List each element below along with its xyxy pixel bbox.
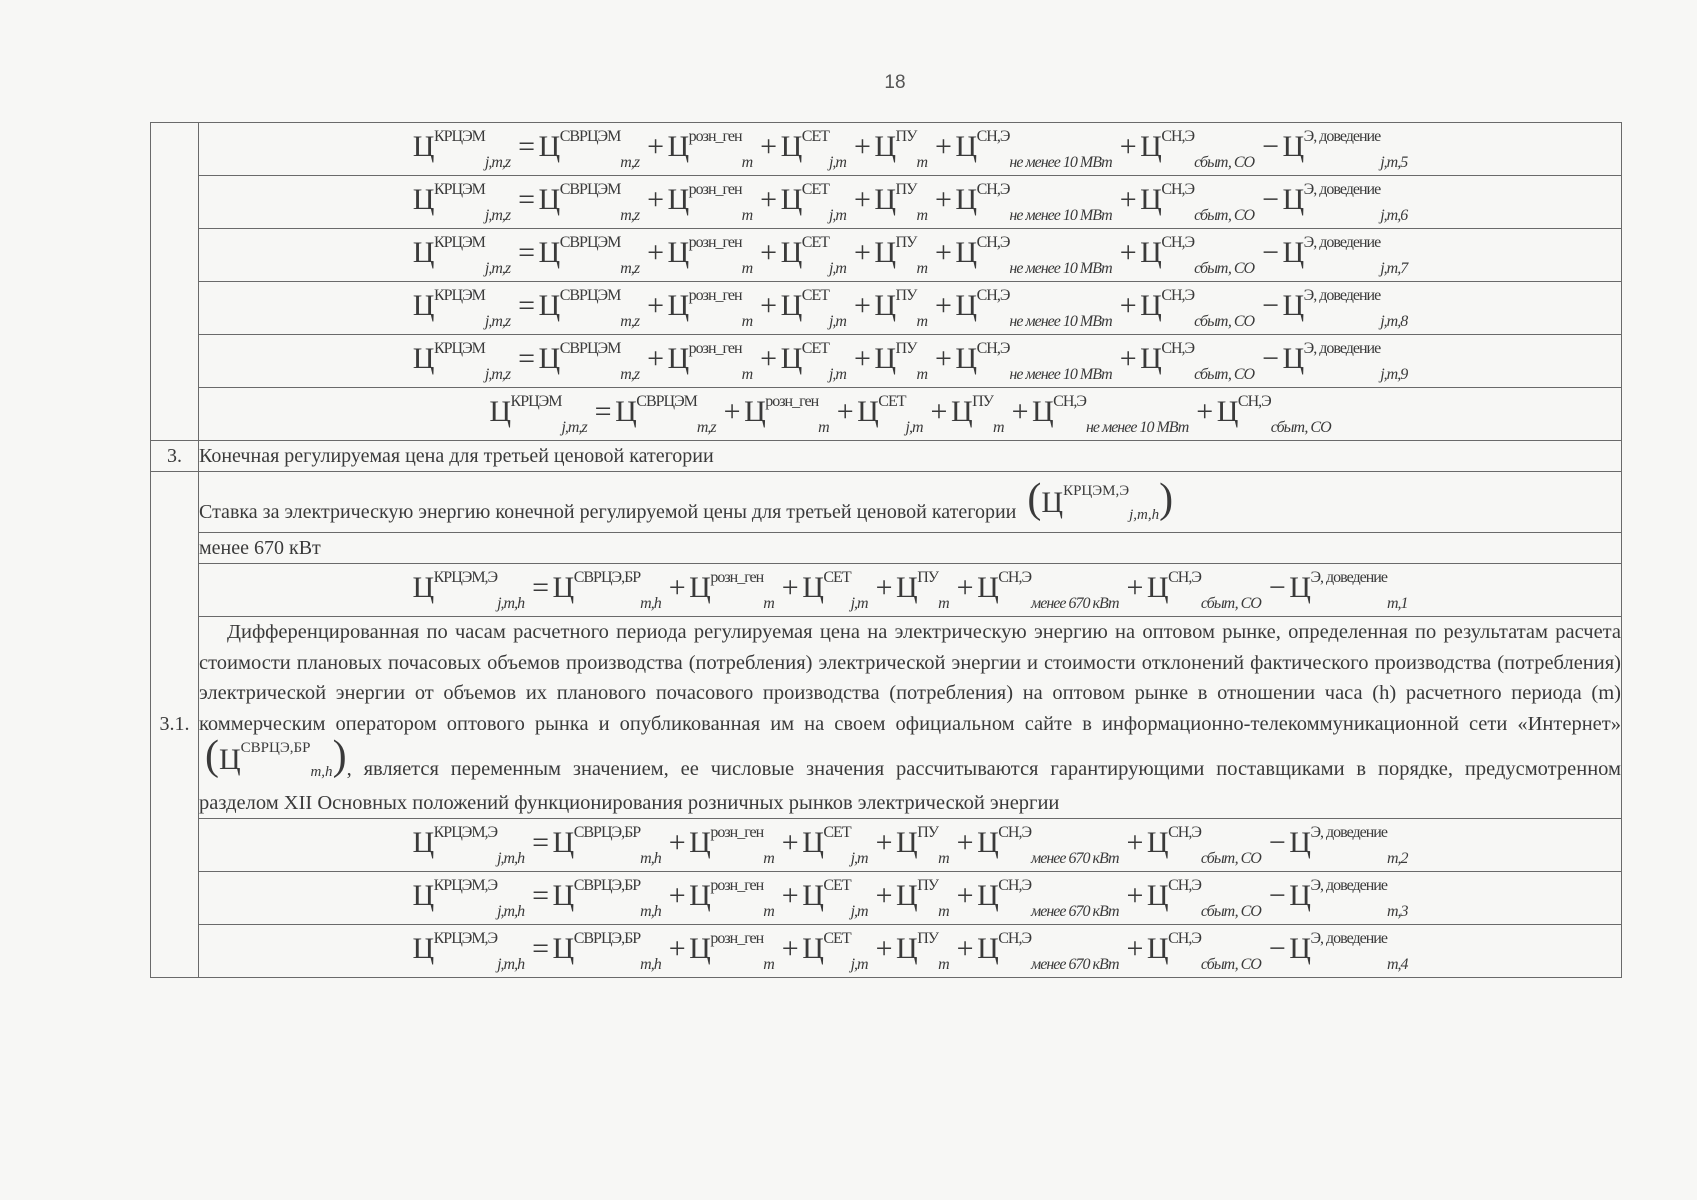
term-network: $Ц^{СЕТ}_{j,m}$	[780, 340, 846, 383]
formula-lhs: $Ц^{КРЦЭМ}_{j,m,z}$	[412, 128, 511, 171]
term-retail-gen: $Ц^{розн\_ген}_m$	[689, 930, 774, 973]
formula: $Ц^{КРЦЭМ}_{j,m,z} = Ц^{СВРЦЭМ}_{m,z} + Ц^{розн\_ген}_m + Ц^{СЕТ}_{j,m} + Ц^{ПУ}_m + Ц^{СН,Э}_{не менее 10 МВт} + Ц^{СН,Э}_{сбыт, СО}$	[489, 393, 1331, 436]
formula-lhs: $Ц^{КРЦЭМ,Э}_{j,m,h}$	[412, 930, 525, 973]
term-wholesale: $Ц^{СВРЦЭ,БР}_{m,h}$	[552, 930, 661, 973]
term-adjustment: $Ц^{Э, доведение}_{m,4}$	[1289, 930, 1408, 973]
term-wholesale: $Ц^{СВРЦЭМ}_{m,z}$	[538, 340, 640, 383]
term-network: $Ц^{СЕТ}_{j,m}$	[857, 393, 923, 436]
term-metering: $Ц^{ПУ}_m$	[874, 287, 927, 330]
term-supplier-allowance: $Ц^{СН,Э}_{менее 670 кВт}$	[977, 877, 1119, 920]
term-adjustment: $Ц^{Э, доведение}_{m,1}$	[1289, 569, 1408, 612]
term-retail-gen: $Ц^{розн\_ген}_m$	[667, 128, 753, 171]
term-sales-other: $Ц^{СН,Э}_{сбыт, СО}$	[1140, 340, 1255, 383]
formula-lhs: $Ц^{КРЦЭМ}_{j,m,z}$	[489, 393, 587, 436]
table-row	[151, 564, 1622, 617]
formula-cell	[199, 925, 1622, 978]
term-wholesale: $Ц^{СВРЦЭ,БР}_{m,h}$	[552, 877, 661, 920]
section-number: 3.1.	[151, 472, 199, 978]
table-row	[151, 335, 1622, 388]
formula-lhs: $Ц^{КРЦЭМ}_{j,m,z}$	[412, 234, 511, 277]
section-number: 3.	[151, 441, 199, 472]
term-supplier-allowance: $Ц^{СН,Э}_{не менее 10 МВт}$	[955, 234, 1112, 277]
row-number-cell	[151, 123, 199, 441]
term-adjustment: $Ц^{Э, доведение}_{m,3}$	[1289, 877, 1408, 920]
term-retail-gen: $Ц^{розн\_ген}_m$	[689, 824, 774, 867]
term-metering: $Ц^{ПУ}_m$	[950, 393, 1004, 436]
term-wholesale: $Ц^{СВРЦЭМ}_{m,z}$	[538, 128, 640, 171]
term-retail-gen: $Ц^{розн\_ген}_m$	[667, 234, 753, 277]
term-supplier-allowance: $Ц^{СН,Э}_{не менее 10 МВт}$	[955, 181, 1112, 224]
formula-cell	[199, 872, 1622, 925]
formula-cell	[199, 335, 1622, 388]
definition-paragraph: Дифференцированная по часам расчетного периода регулируемая цена на электрическую энергию на оптовом рынке, определенная по результатам расчета стоимости плановых почасовых объемов производства (потребления) электрической энергии и стоимости отклонений фактического производства (потребления) электрической энергии от объемов их планового почасового производства (потребления) на оптовом рынке в отношении часа (h) расчетного периода (m) коммерческим оператором оптового рынка и опубликованная им на своем официальном сайте в информационно-телекоммуникационной сети «Интернет» $(Ц^{СВРЦЭ,БР}_{m,h})$, является переменным значением, ее числовые значения рассчитываются гарантирующими поставщиками в порядке, предусмотренном разделом XII Основных положений функционирования розничных рынков электрической энергии	[199, 617, 1622, 819]
term-metering: $Ц^{ПУ}_m$	[896, 930, 949, 973]
term-network: $Ц^{СЕТ}_{j,m}$	[780, 181, 846, 224]
term-network: $Ц^{СЕТ}_{j,m}$	[780, 234, 846, 277]
term-wholesale: $Ц^{СВРЦЭМ}_{m,z}$	[615, 393, 716, 436]
term-network: $Ц^{СЕТ}_{j,m}$	[802, 877, 868, 920]
term-network: $Ц^{СЕТ}_{j,m}$	[802, 569, 868, 612]
subsection-title: менее 670 кВт	[199, 533, 1622, 564]
term-retail-gen: $Ц^{розн\_ген}_m$	[667, 181, 753, 224]
formula-cell	[199, 176, 1622, 229]
term-retail-gen: $Ц^{розн\_ген}_m$	[689, 877, 774, 920]
formula: $Ц^{КРЦЭМ,Э}_{j,m,h} = Ц^{СВРЦЭ,БР}_{m,h} + Ц^{розн\_ген}_m + Ц^{СЕТ}_{j,m} + Ц^{ПУ}_m + Ц^{СН,Э}_{менее 670 кВт} + Ц^{СН,Э}_{сбыт, СО} - Ц^{Э, доведение}_{m,1}$	[412, 569, 1408, 612]
term-adjustment: $Ц^{Э, доведение}_{j,m,7}$	[1282, 234, 1408, 277]
table-row	[151, 229, 1622, 282]
term-supplier-allowance: $Ц^{СН,Э}_{менее 670 кВт}$	[977, 569, 1119, 612]
table-row	[151, 819, 1622, 872]
term-supplier-allowance: $Ц^{СН,Э}_{не менее 10 МВт}$	[955, 340, 1112, 383]
term-network: $Ц^{СЕТ}_{j,m}$	[802, 824, 868, 867]
formula-lhs: $Ц^{КРЦЭМ,Э}_{j,m,h}$	[412, 824, 525, 867]
table-row	[151, 282, 1622, 335]
term-metering: $Ц^{ПУ}_m$	[874, 234, 927, 277]
term-adjustment: $Ц^{Э, доведение}_{j,m,8}$	[1282, 287, 1408, 330]
formula-lhs: $Ц^{КРЦЭМ}_{j,m,z}$	[412, 287, 511, 330]
formula-cell	[199, 123, 1622, 176]
term-adjustment: $Ц^{Э, доведение}_{j,m,6}$	[1282, 181, 1408, 224]
table-row	[151, 925, 1622, 978]
term-supplier-allowance: $Ц^{СН,Э}_{не менее 10 МВт}$	[1031, 393, 1189, 436]
formula: $Ц^{КРЦЭМ}_{j,m,z} = Ц^{СВРЦЭМ}_{m,z} + Ц^{розн\_ген}_m + Ц^{СЕТ}_{j,m} + Ц^{ПУ}_m + Ц^{СН,Э}_{не менее 10 МВт} + Ц^{СН,Э}_{сбыт, СО} - Ц^{Э, доведение}_{j,m,6}$	[412, 181, 1408, 224]
formula-cell	[199, 564, 1622, 617]
term-retail-gen: $Ц^{розн\_ген}_m$	[689, 569, 774, 612]
table-row	[151, 441, 1622, 472]
term-metering: $Ц^{ПУ}_m$	[896, 824, 949, 867]
table-row	[151, 123, 1622, 176]
term-network: $Ц^{СЕТ}_{j,m}$	[780, 128, 846, 171]
term-metering: $Ц^{ПУ}_m$	[874, 340, 927, 383]
formula: $Ц^{КРЦЭМ,Э}_{j,m,h} = Ц^{СВРЦЭ,БР}_{m,h} + Ц^{розн\_ген}_m + Ц^{СЕТ}_{j,m} + Ц^{ПУ}_m + Ц^{СН,Э}_{менее 670 кВт} + Ц^{СН,Э}_{сбыт, СО} - Ц^{Э, доведение}_{m,2}$	[412, 824, 1408, 867]
term-metering: $Ц^{ПУ}_m$	[874, 128, 927, 171]
table-row	[151, 533, 1622, 564]
formula-lhs: $Ц^{КРЦЭМ}_{j,m,z}$	[412, 181, 511, 224]
page-number: 18	[884, 72, 906, 93]
term-wholesale: $Ц^{СВРЦЭ,БР}_{m,h}$	[552, 824, 661, 867]
formula: $Ц^{КРЦЭМ}_{j,m,z} = Ц^{СВРЦЭМ}_{m,z} + Ц^{розн\_ген}_m + Ц^{СЕТ}_{j,m} + Ц^{ПУ}_m + Ц^{СН,Э}_{не менее 10 МВт} + Ц^{СН,Э}_{сбыт, СО} - Ц^{Э, доведение}_{j,m,9}$	[412, 340, 1408, 383]
term-wholesale: $Ц^{СВРЦЭМ}_{m,z}$	[538, 234, 640, 277]
price-symbol: $(Ц^{СВРЦЭ,БР}_{m,h})$	[205, 733, 347, 780]
formula-lhs: $Ц^{КРЦЭМ,Э}_{j,m,h}$	[412, 877, 525, 920]
term-wholesale: $Ц^{СВРЦЭ,БР}_{m,h}$	[552, 569, 661, 612]
formula: $Ц^{КРЦЭМ,Э}_{j,m,h} = Ц^{СВРЦЭ,БР}_{m,h} + Ц^{розн\_ген}_m + Ц^{СЕТ}_{j,m} + Ц^{ПУ}_m + Ц^{СН,Э}_{менее 670 кВт} + Ц^{СН,Э}_{сбыт, СО} - Ц^{Э, доведение}_{m,3}$	[412, 877, 1408, 920]
table-row	[151, 472, 1622, 533]
table-row	[151, 872, 1622, 925]
term-adjustment: $Ц^{Э, доведение}_{j,m,9}$	[1282, 340, 1408, 383]
term-sales-other: $Ц^{СН,Э}_{сбыт, СО}$	[1216, 393, 1331, 436]
term-sales-other: $Ц^{СН,Э}_{сбыт, СО}$	[1146, 569, 1261, 612]
table-row	[151, 176, 1622, 229]
term-wholesale: $Ц^{СВРЦЭМ}_{m,z}$	[538, 181, 640, 224]
term-supplier-allowance: $Ц^{СН,Э}_{менее 670 кВт}$	[977, 824, 1119, 867]
table-row	[151, 388, 1622, 441]
document-table	[150, 122, 1622, 978]
formula: $Ц^{КРЦЭМ}_{j,m,z} = Ц^{СВРЦЭМ}_{m,z} + Ц^{розн\_ген}_m + Ц^{СЕТ}_{j,m} + Ц^{ПУ}_m + Ц^{СН,Э}_{не менее 10 МВт} + Ц^{СН,Э}_{сбыт, СО} - Ц^{Э, доведение}_{j,m,8}$	[412, 287, 1408, 330]
term-retail-gen: $Ц^{розн\_ген}_m$	[744, 393, 829, 436]
table-row	[151, 617, 1622, 819]
term-sales-other: $Ц^{СН,Э}_{сбыт, СО}$	[1146, 930, 1261, 973]
term-metering: $Ц^{ПУ}_m$	[896, 569, 949, 612]
term-sales-other: $Ц^{СН,Э}_{сбыт, СО}$	[1140, 181, 1255, 224]
formula-lhs: $Ц^{КРЦЭМ,Э}_{j,m,h}$	[412, 569, 525, 612]
term-sales-other: $Ц^{СН,Э}_{сбыт, СО}$	[1140, 287, 1255, 330]
formula-cell	[199, 388, 1622, 441]
formula-cell	[199, 282, 1622, 335]
term-sales-other: $Ц^{СН,Э}_{сбыт, СО}$	[1146, 824, 1261, 867]
term-sales-other: $Ц^{СН,Э}_{сбыт, СО}$	[1140, 128, 1255, 171]
term-metering: $Ц^{ПУ}_m$	[874, 181, 927, 224]
formula: $Ц^{КРЦЭМ,Э}_{j,m,h} = Ц^{СВРЦЭ,БР}_{m,h} + Ц^{розн\_ген}_m + Ц^{СЕТ}_{j,m} + Ц^{ПУ}_m + Ц^{СН,Э}_{менее 670 кВт} + Ц^{СН,Э}_{сбыт, СО} - Ц^{Э, доведение}_{m,4}$	[412, 930, 1408, 973]
formula-lhs: $Ц^{КРЦЭМ}_{j,m,z}$	[412, 340, 511, 383]
term-metering: $Ц^{ПУ}_m$	[896, 877, 949, 920]
formula: $Ц^{КРЦЭМ}_{j,m,z} = Ц^{СВРЦЭМ}_{m,z} + Ц^{розн\_ген}_m + Ц^{СЕТ}_{j,m} + Ц^{ПУ}_m + Ц^{СН,Э}_{не менее 10 МВт} + Ц^{СН,Э}_{сбыт, СО} - Ц^{Э, доведение}_{j,m,7}$	[412, 234, 1408, 277]
term-network: $Ц^{СЕТ}_{j,m}$	[802, 930, 868, 973]
term-network: $Ц^{СЕТ}_{j,m}$	[780, 287, 846, 330]
term-sales-other: $Ц^{СН,Э}_{сбыт, СО}$	[1140, 234, 1255, 277]
term-supplier-allowance: $Ц^{СН,Э}_{не менее 10 МВт}$	[955, 128, 1112, 171]
term-supplier-allowance: $Ц^{СН,Э}_{не менее 10 МВт}$	[955, 287, 1112, 330]
term-sales-other: $Ц^{СН,Э}_{сбыт, СО}$	[1146, 877, 1261, 920]
formula-cell	[199, 229, 1622, 282]
term-adjustment: $Ц^{Э, доведение}_{m,2}$	[1289, 824, 1408, 867]
term-adjustment: $Ц^{Э, доведение}_{j,m,5}$	[1282, 128, 1408, 171]
term-retail-gen: $Ц^{розн\_ген}_m$	[667, 287, 753, 330]
section-title: Ставка за электрическую энергию конечной регулируемой цены для третьей ценовой категории $(Ц^{КРЦЭМ,Э}_{j,m,h})$	[199, 472, 1622, 533]
term-retail-gen: $Ц^{розн\_ген}_m$	[667, 340, 753, 383]
formula-cell	[199, 819, 1622, 872]
term-supplier-allowance: $Ц^{СН,Э}_{менее 670 кВт}$	[977, 930, 1119, 973]
formula: $Ц^{КРЦЭМ}_{j,m,z} = Ц^{СВРЦЭМ}_{m,z} + Ц^{розн\_ген}_m + Ц^{СЕТ}_{j,m} + Ц^{ПУ}_m + Ц^{СН,Э}_{не менее 10 МВт} + Ц^{СН,Э}_{сбыт, СО} - Ц^{Э, доведение}_{j,m,5}$	[412, 128, 1408, 171]
section-title: Конечная регулируемая цена для третьей ценовой категории	[199, 441, 1622, 472]
price-symbol: $(Ц^{КРЦЭМ,Э}_{j,m,h})$	[1027, 476, 1174, 523]
term-wholesale: $Ц^{СВРЦЭМ}_{m,z}$	[538, 287, 640, 330]
